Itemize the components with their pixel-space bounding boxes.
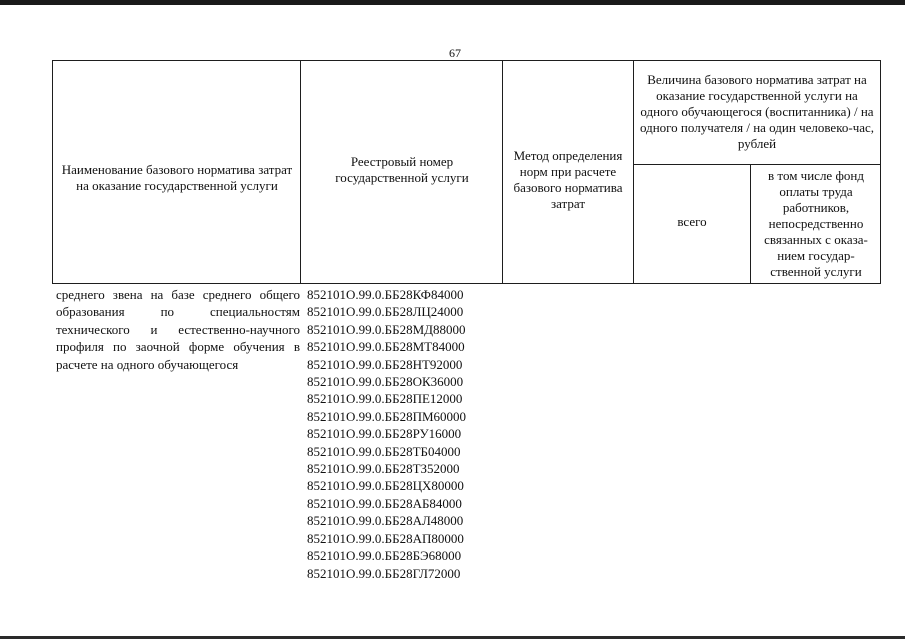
subheader-divider xyxy=(633,164,881,165)
header-cell-total xyxy=(635,210,749,234)
registry-code: 852101О.99.0.ББ28ЛЦ24000 xyxy=(307,304,464,320)
registry-code: 852101О.99.0.ББ28ГЛ72000 xyxy=(307,565,461,581)
registry-code: 852101О.99.0.ББ28ЦХ80000 xyxy=(307,478,464,494)
registry-code: 852101О.99.0.ББ28ПЕ12000 xyxy=(307,391,463,407)
header-wage-fund-text: в том числе фонд оплаты труда работников, непосредственно связанных с оказа-нием государ-ственной услуги xyxy=(764,168,868,279)
header-cell-wage-fund xyxy=(754,166,878,282)
registry-code: 852101О.99.0.ББ28РУ16000 xyxy=(307,426,462,442)
registry-code: 852101О.99.0.ББ28НТ92000 xyxy=(307,356,463,372)
header-cell-method xyxy=(504,145,632,215)
table-right-border xyxy=(880,60,881,284)
registry-code: 852101О.99.0.ББ28МТ84000 xyxy=(307,339,465,355)
header-registry-text: Реестровый номер государственной услуги xyxy=(335,154,469,185)
registry-code: 852101О.99.0.ББ28МД88000 xyxy=(307,321,466,337)
header-total-text: всего xyxy=(677,214,707,229)
col-divider-4 xyxy=(750,164,751,284)
table-left-border xyxy=(52,60,53,284)
header-table xyxy=(52,60,881,284)
header-name-text: Наименование базового норматива затрат на оказание государственной услуги xyxy=(61,162,293,193)
registry-code: 852101О.99.0.ББ28ОК36000 xyxy=(307,374,464,390)
registry-code: 852101О.99.0.ББ28ТЗ52000 xyxy=(307,461,460,477)
scan-top-border xyxy=(0,0,905,5)
header-method-text: Метод определения норм при расчете базового норматива затрат xyxy=(513,148,623,211)
table-top-border xyxy=(52,60,881,61)
service-name-cell: среднего звена на базе среднего общего образования по специальностям технического и естественно-научного профиля по заочной форме обучения в расчете на одного обучающегося xyxy=(56,287,300,372)
registry-codes-list xyxy=(307,286,507,582)
registry-code: 852101О.99.0.ББ28ТБ04000 xyxy=(307,443,461,459)
registry-code: 852101О.99.0.ББ28АБ84000 xyxy=(307,495,462,511)
header-cell-name xyxy=(60,148,294,208)
registry-code: 852101О.99.0.ББ28АЛ48000 xyxy=(307,513,464,529)
col-divider-3 xyxy=(633,60,634,284)
registry-code: 852101О.99.0.ББ28КФ84000 xyxy=(307,287,464,302)
table-bottom-border xyxy=(52,283,881,284)
header-value-text: Величина базового норматива затрат на оказание государственной услуги на одного обучающегося (воспитанника) / на одного получателя / на один человеко-час, рублей xyxy=(639,72,875,151)
registry-code: 852101О.99.0.ББ28БЭ68000 xyxy=(307,548,462,564)
header-cell-registry xyxy=(308,148,496,192)
scan-bottom-border xyxy=(0,636,905,639)
registry-code: 852101О.99.0.ББ28АП80000 xyxy=(307,530,464,546)
header-cell-value xyxy=(636,62,878,162)
page-number: 67 xyxy=(449,46,461,60)
col-divider-2 xyxy=(502,60,503,284)
col-divider-1 xyxy=(300,60,301,284)
registry-code: 852101О.99.0.ББ28ПМ60000 xyxy=(307,408,467,424)
